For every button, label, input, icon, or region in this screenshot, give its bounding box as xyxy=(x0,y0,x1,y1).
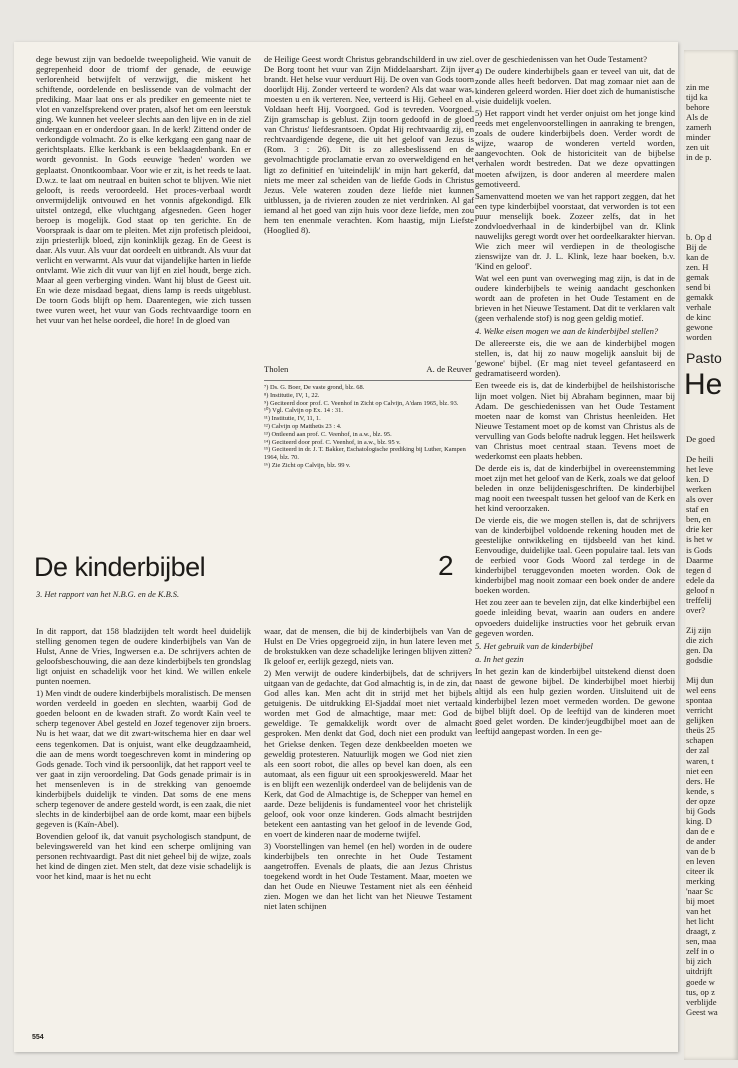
adjacent-line xyxy=(686,615,738,625)
paragraph: Een tweede eis is, dat de kinderbijbel de heilshistorische lijn moet volgen. Niet bij Abraham beginnen, maar bij Adam. De geschiedenissen van het Oude Testament moeten naar de komst van Christus heenleiden. Het Nieuwe Testament moet op de komst van Christus als de vervulling van Gods belofte nadruk leggen. Het heilswerk van Christus moet centraal staan. Tevens moet de wederkomst een plaats hebben. xyxy=(475,380,675,461)
footnote: ¹²) Calvijn op Mattheüs 23 : 4. xyxy=(264,422,342,430)
adjacent-heading-small: Pasto xyxy=(686,350,722,366)
adjacent-line: dan de e xyxy=(686,825,715,836)
adjacent-line: en leven xyxy=(686,855,715,866)
adjacent-line: over? xyxy=(686,604,706,615)
article1-column-2 xyxy=(264,54,474,374)
paragraph: de Heilige Geest wordt Christus gebrandschilderd in uw ziel. De Borg toont het vuur van Zijn Middelaarshart. Zijn ijver brandt. Het helse vuur verduurt Hij. De oven van Gods toorn doorlijdt Hij. Zonder verteerd te worden? Als dat waar was, moesten u en ik verteren. Nee, verteerd is Hij. Geheel en al. Voldaan heeft Hij. Voorgoed. God is tevreden. Voorgoed. Zijn gramschap is geblust. Zijn toorn gedoofd in de gloed van Christus' liefdesrantsoen. Opdat Hij rechtvaardig zij, en rechtvaardigende degene, die uit het geloof van Jezus is (Rom. 3 : 26). Dit is zo allesbeslissend en de gevolmachtigde proclamatie ervan zo overweldigend en het ligt zo definitief en 'uiteindelijk' in mijn hart gekerfd, dat niets me meer zal scheiden van de liefde Gods in Christus Jezus. Vele wateren zouden deze liefde niet kunnen uitblussen, ja de rivieren zouden ze niet verdrinken. Al gaf iemand al het goed van zijn huis voor deze liefde, men zou hem ten enenmale verachten. Kom haastig, mijn Liefste (Hooglied 8). xyxy=(264,54,474,235)
adjacent-line xyxy=(686,444,738,454)
adjacent-line: werken xyxy=(686,484,712,495)
adjacent-line: zamerh xyxy=(686,122,712,133)
adjacent-line xyxy=(686,665,738,675)
adjacent-line: het leve xyxy=(686,464,713,475)
paragraph: In dit rapport, dat 158 bladzijden telt wordt heel duidelijk stelling genomen tegen de oudere kinderbijbels van Van de Hulst, Anne de Vries, Ingwersen e.a. De schrijvers achten de geloofsbeschouwing, die aan deze kinderbijbels ten grondslag ligt onjuist en schadelijk voor het kind. We willen enkele punten noemen. xyxy=(36,626,251,687)
adjacent-line: waren, t xyxy=(686,755,714,766)
adjacent-page-edge xyxy=(684,50,738,1060)
page-number: 554 xyxy=(32,1034,44,1041)
adjacent-heading-big: He xyxy=(684,368,723,401)
paragraph: De vierde eis, die we mogen stellen is, dat de schrijvers van de kinderbijbel voldoende rekening houden met de geestelijke ontwikkeling en tijdsbeeld van het kind. Eenvoudige, duidelijke taal. Geen populaire taal. Iets van de eerbied voor Gods Woord zal terdege in de kinderbijbel teruggevonden moeten worden. Ook de kinderbijbel mag nooit zomaar een boek onder de andere boeken worden. xyxy=(475,515,675,596)
adjacent-line: als over xyxy=(686,494,713,505)
article1-column-1 xyxy=(36,54,251,509)
adjacent-line: Mij dun xyxy=(686,675,714,686)
adjacent-line: de ander xyxy=(686,835,716,846)
adjacent-line: behore xyxy=(686,102,710,113)
adjacent-line: tijd ka xyxy=(686,92,708,103)
adjacent-line: zen uit xyxy=(686,142,710,153)
adjacent-line: verhale xyxy=(686,302,712,313)
paragraph: 5) Het rapport vindt het verder onjuist om het jonge kind reeds met engelenvoorstellingen in aanraking te brengen, zoals de oudere kinderbijbels doen. Verder wordt de wijze, waarop de wonderen verteld worden, aangevochten. Ook de historiciteit van de bijbelse verhalen wordt bestreden. Dat we deze opvattingen moeten afwijzen, is door anderen al meerdere malen gemotiveerd. xyxy=(475,108,675,189)
adjacent-line: de kinc xyxy=(686,312,712,323)
paragraph: Bovendien geloof ik, dat vanuit psychologisch standpunt, de belevingswereld van het kind een scherpe omlijning van personen rechtvaardigt. Past dit niet geheel bij de wijze, zoals het kind de dingen ziet. Men stelt, dat deze visie schadelijk is voor het kind, maar is het nu echt xyxy=(36,830,251,882)
signature-line xyxy=(264,364,472,374)
paragraph: over de geschiedenissen van het Oude Testament? xyxy=(475,54,648,64)
adjacent-line: ders. He xyxy=(686,775,715,786)
magazine-page xyxy=(14,42,678,1052)
adjacent-line: citeer ik xyxy=(686,866,714,877)
paragraph: dege bewust zijn van bedoelde tweepoligheid. Wie vanuit de gegrepenheid door de triomf der genade, de eeuwige verlorenheid betwijfelt of verzwijgt, die miskent het schiftende, oordelende en beslissende van de volmacht der prediking. Maar laat ons er als prediker en gemeente niet te vlot en vanzelfsprekend over praten, alsof het om een leerstuk ging. We kunnen het veeleer slechts aan den lijve en in de ziel ondergaan en er onderdoor gaan. In de kerk! Zittend onder de verkondigde volmacht. Zo is elke kerkgang een gang naar de gerichtsplaats. Elke kerkbank is een beklaagdenbank. En er wordt gevonnist. In Gods eeuwige 'heden' worden we geplaatst. Onontkoombaar. Voor wie er zit, is het reeds te laat. D.w.z. te laat om neutraal en buiten schot te blijven. Wie niet gelooft, is reeds veroordeeld. Het proces-verbaal wordt onvermijdelijk ontvouwd en het vonnis afgekondigd. Elk uitstel ontzegd, elke vluchtgang afgesneden. Geen hoger beroep is mogelijk. God staat op ten gerichte. En de Voorspraak is daar om te pleiten. Met zijn profetisch pleidooi, zijn priesterlijk bloed, zijn koninklijk gezag. En de Geest is daar. Als vuur. Als vuur dat oordeelt en uitbrandt. Als vuur dat verlicht en verwarmt. Als vuur dat vijandelijke harten in liefde ontvlamt. Wie zich dit vuur van lijf en ziel houdt, berge zich. Maar al geen verberging vinden. Want hij blust de Geest uit. En wie deze misdaad begaat, diens lamp is reeds uitgeblust. De toorn Gods blijft op hem. Daarentegen, wie zich tussen twee vuren weet, het vuur van Gods rechtvaardige toorn en het vuur van het helse oordeel, die hore! In de gloed van xyxy=(36,54,251,326)
paragraph: Samenvattend moeten we van het rapport zeggen, dat het een type kinderbijbel voorstaat, dat verworden is tot een puur menselijk boek. Zozeer zelfs, dat in het zondvloedverhaal in de kinderbijbel van dr. Klink nauwelijks geregt wordt over het oordeelkarakter hiervan. Wie zich meer wil verdiepen in de theologische zienswijze van dr. J. L. Klink, leze haar boeken, b.v. 'Kind en geloof'. xyxy=(475,190,675,271)
footnote-divider xyxy=(264,380,472,381)
adjacent-line: Geest wa xyxy=(686,1006,718,1017)
adjacent-line: verricht xyxy=(686,705,713,716)
section-heading-4: 4. Welke eisen mogen we aan de kinderbijbel stellen? xyxy=(475,326,659,337)
adjacent-line: zin me xyxy=(686,82,710,92)
adjacent-line: king. D xyxy=(686,815,712,826)
adjacent-line: kende, s xyxy=(686,785,715,796)
adjacent-line: kan de xyxy=(686,252,709,263)
adjacent-line: wel eens xyxy=(686,685,716,696)
author-place: Tholen xyxy=(264,364,289,374)
footnote: ¹⁶) Zie Zicht op Calvijn, blz. 99 v. xyxy=(264,461,351,469)
author-name: A. de Reuver xyxy=(426,364,472,374)
adjacent-line: worden xyxy=(686,332,712,343)
adjacent-line: geloof n xyxy=(686,584,715,595)
adjacent-line: theüs 25 xyxy=(686,725,715,736)
adjacent-line: zelf in o xyxy=(686,946,715,957)
adjacent-line: goede w xyxy=(686,976,715,987)
adjacent-line: ben, en xyxy=(686,514,711,525)
paragraph: 3) Voorstellingen van hemel (en hel) worden in de oudere kinderbijbels ten onrechte in het Oude Testament aangetroffen. Evenals de plaats, die aan Jezus Christus toegekend wordt in het Oude Testament. Maar, moeten we dan het Oude en Nieuwe Testament niet als een éénheid zien. Mogen we dan het licht van het Nieuwe Testament niet laten schijnen xyxy=(264,840,472,912)
paragraph: 1) Men vindt de oudere kinderbijbels moralistisch. De mensen worden verdeeld in goeden en slechten, waarbij God de goeden beloont en de kwaden straft. Zo wordt Kaïn veel te scherp tegenover Abel gesteld en Jozef tegenover zijn broers. Nu is het waar, dat we dit zwart-witschema hier en daar wel eens tegenkomen. Dat is onjuist, want elke deugdzaamheid, die aan de mens wordt toegeschreven komt in mindering op Gods genade. Toch vind ik persoonlijk, dat het rapport veel te ver gaat in zijn veroordeling. Dat Gods genade primair is in het mensenleven is in de strekking van genoemde kinderbijbels duidelijk te vinden. Dat soms de ene mens scherp tegenover de andere gesteld wordt, is een zaak, die niet slechts in de kinderbijbel aan de orde komt, maar een bijbels gegeven is (Kaïn-Abel). xyxy=(36,688,251,829)
adjacent-line: der opze xyxy=(686,795,716,806)
adjacent-line: het licht xyxy=(686,916,714,927)
adjacent-line: 'naar Sc xyxy=(686,886,714,897)
adjacent-text-mid xyxy=(686,232,738,343)
section-heading-3: 3. Het rapport van het N.B.G. en de K.B.S. xyxy=(36,590,180,599)
adjacent-line: der zal xyxy=(686,745,710,756)
adjacent-line: bij Gods xyxy=(686,805,716,816)
article2-column-3 xyxy=(475,54,675,1044)
adjacent-line: zen. H xyxy=(686,262,709,273)
adjacent-line: tegen d xyxy=(686,564,712,575)
article2-column-2 xyxy=(264,626,472,1046)
adjacent-line: Zij zijn xyxy=(686,624,712,635)
paragraph: In het gezin kan de kinderbijbel uitstekend dienst doen naast de gewone bijbel. De kinderbijbel moet hierbij altijd als een hulp gezien worden. Uitsluitend uit de kinderbijbel lezen moet vermeden worden. De gewone bijbel blijft doel. Op de leeftijd van de kinderen moet goed gelet worden. De kinder/jeugdbijbel moet aan de leeftijd aangepast worden. In een ge- xyxy=(475,665,675,736)
adjacent-line: drie ker xyxy=(686,524,713,535)
paragraph: De derde eis is, dat de kinderbijbel in overeenstemming moet zijn met het geloof van de Kerk, zoals we dat geloof beleden in onze belijdenisgeschriften. De kinderbijbel mag nooit een tweespalt tussen het geloof van de Kerk en het kind veroorzaken. xyxy=(475,462,675,514)
footnote: ⁷) Ds. G. Boer, De vaste grond, blz. 68. xyxy=(264,384,365,391)
adjacent-line: gemak xyxy=(686,272,709,283)
footnote: ¹¹) Institutie, IV, 11, 1. xyxy=(264,415,321,423)
adjacent-line: niet een xyxy=(686,765,713,776)
article-part-number: 2 xyxy=(438,550,454,581)
paragraph: Het zou zeer aan te bevelen zijn, dat elke kinderbijbel een goede inleiding bevat, waarin aan ouders en andere opvoeders duidelijke instructies voor het gebruik ervan gegeven worden. xyxy=(475,597,675,638)
adjacent-line: is Gods xyxy=(686,544,713,555)
adjacent-line: draagt, z xyxy=(686,926,716,937)
adjacent-line: b. Op d xyxy=(686,232,712,242)
adjacent-line: sen, maa xyxy=(686,936,717,947)
adjacent-line: godsdie xyxy=(686,655,713,666)
adjacent-line: minder xyxy=(686,132,711,143)
footnote: ⁸) Institutie, IV, 1, 22. xyxy=(264,391,320,399)
adjacent-line: Daarme xyxy=(686,554,714,565)
adjacent-line: De goed xyxy=(686,434,715,444)
adjacent-line: is het w xyxy=(686,534,713,545)
adjacent-line: bij zich xyxy=(686,956,712,967)
adjacent-line: Bij de xyxy=(686,242,707,253)
paragraph: De allereerste eis, die we aan de kinderbijbel mogen stellen, is, dat hij zo nauw mogelijk aansluit bij de 'gewone' bijbel. (Er mag niet teveel gefantaseerd en gedramatiseerd worden). xyxy=(475,338,675,379)
adjacent-line: gelijken xyxy=(686,715,714,726)
adjacent-line: tus, op z xyxy=(686,986,715,997)
adjacent-line: gemakk xyxy=(686,292,714,303)
adjacent-line: merking xyxy=(686,876,715,887)
footnote: ¹⁵) Geciteerd in dr. J. T. Bakker, Eschatologische prediking bij Luther, Kampen 1964, blz. 70. xyxy=(264,446,466,462)
adjacent-line: verblijde xyxy=(686,996,717,1007)
footnote: ¹⁴) Geciteerd door prof. C. Veenhof, in a.w., blz. 95 v. xyxy=(264,438,401,446)
adjacent-line: gen. Da xyxy=(686,644,713,655)
adjacent-line: Als de xyxy=(686,112,709,123)
adjacent-line: in de p. xyxy=(686,152,712,163)
adjacent-text-top xyxy=(686,82,738,162)
subsection-heading-a: a. In het gezin xyxy=(475,653,524,664)
paragraph: 4) De oudere kinderbijbels gaan er teveel van uit, dat de zonde alles heeft bedorven. Dat mag zomaar niet aan de kinderen geleerd worden. Hier doet zich de humanistische visie duidelijk voelen. xyxy=(475,66,675,107)
adjacent-line: bij moet xyxy=(686,896,715,907)
footnote: ¹³) Ontleend aan prof. C. Veenhof, in a.w., blz. 95. xyxy=(264,430,392,438)
adjacent-line: De heili xyxy=(686,454,714,465)
footnotes xyxy=(264,384,472,470)
adjacent-line: staf en xyxy=(686,504,709,515)
paragraph: 2) Men verwijt de oudere kinderbijbels, dat de schrijvers uitgaan van de gedachte, dat God almachtig is, in de zin, dat God alles kan. Men acht dit in strijd met het bijbels getuigenis. De uitdrukking El-Sjaddaï moet niet vertaald worden met God de almachtige, maar met: God de geweldige. Te gemakkelijk wordt over de almacht gesproken. Men denkt dat God, doch niet een produkt van het Griekse denken. Tegen deze denkbeelden moeten we geweldig protesteren. Natuurlijk mogen we God niet zien als een soort robot, die alles op bevel kan doen, als een automaat, als een figuur uit een sprookjeswereld. Maar het is en blijft een wezenlijk onderdeel van de belijdenis van de Kerk, dat God de Almachtige is, de Schepper van hemel en aarde. Deze belijdenis is fundamenteel voor het christelijk geloof, ook voor onze kinderen. Gods almacht bestrijden betekent een aantasting van het geloof in de levende God, en voert de kinderen naar de moderne twijfel. xyxy=(264,668,472,839)
adjacent-line: van het xyxy=(686,906,712,917)
paragraph: Wat wel een punt van overweging mag zijn, is dat in de oudere kinderbijbels te weinig aandacht geschonken wordt aan de profeten in het Oude Testament en de brieven in het Nieuwe Testament. Dat dit te verklaren valt (geen verhalende stof) is nog geen geldig motief. xyxy=(475,272,675,324)
footnote: ¹⁰) Vgl. Calvijn op Ex. 14 : 31. xyxy=(264,407,343,415)
adjacent-text-low xyxy=(686,434,738,1017)
adjacent-line: send bi xyxy=(686,282,711,293)
adjacent-line: schapen xyxy=(686,735,714,746)
adjacent-line: uitdrijft xyxy=(686,966,713,977)
adjacent-line: edele da xyxy=(686,574,715,585)
article-title: De kinderbijbel xyxy=(34,552,206,582)
article2-column-1 xyxy=(36,626,251,1036)
adjacent-line: die zich xyxy=(686,634,713,645)
paragraph: waar, dat de mensen, die bij de kinderbijbels van Van de Hulst en De Vries opgegroeid zijn, in hun latere leven met de brokstukken van deze schadelijke leringen blijven zitten? Ik geloof er, eerlijk gezegd, niets van. xyxy=(264,626,472,667)
adjacent-line: ken. D xyxy=(686,474,709,485)
adjacent-line: spontaa xyxy=(686,695,713,706)
adjacent-line: van de b xyxy=(686,845,716,856)
adjacent-line: treffelij xyxy=(686,594,712,605)
footnote: ⁹) Geciteerd door prof. C. Veenhof in Zicht op Calvijn, A'dam 1965, blz. 93. xyxy=(264,399,459,407)
adjacent-line: gewone xyxy=(686,322,713,333)
section-heading-5: 5. Het gebruik van de kinderbijbel xyxy=(475,640,593,651)
